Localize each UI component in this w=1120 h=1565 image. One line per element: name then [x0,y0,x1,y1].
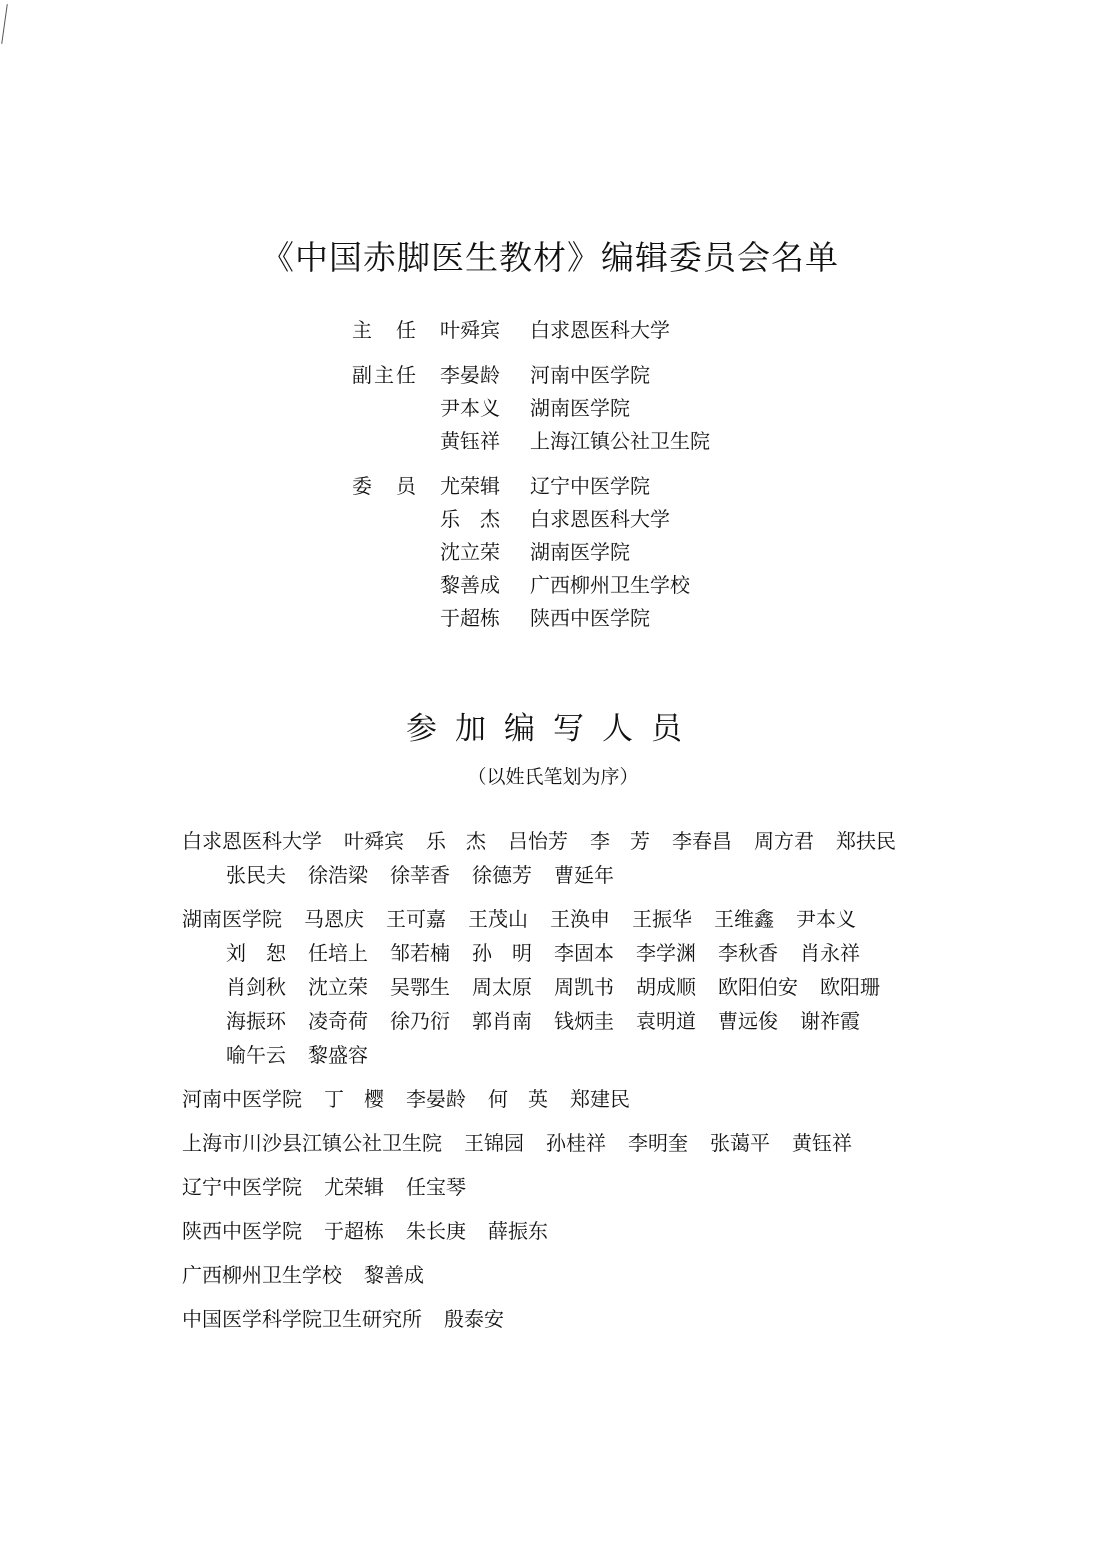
contributor-name: 乐 杰 [426,829,486,853]
contributor-institution: 河南中医学院 [182,1087,302,1111]
contributor-name: 朱长庚 [406,1219,466,1243]
contributor-group [182,1082,982,1116]
contributor-name: 钱炳圭 [554,1009,614,1033]
committee-member-institution: 湖南医学院 [530,396,630,420]
contributor-name: 张民夫 [226,863,286,887]
contributor-name: 王茂山 [468,907,528,931]
contributor-name: 肖剑秋 [226,975,286,999]
contributor-name: 殷泰安 [444,1307,504,1331]
contributor-institution: 白求恩医科大学 [182,829,322,853]
committee-group [352,312,710,345]
contributor-line [182,936,982,970]
contributor-name: 郑扶民 [836,829,896,853]
committee-row [352,357,710,390]
contributor-name: 王振华 [632,907,692,931]
committee-member-institution: 上海江镇公社卫生院 [530,429,710,453]
committee-member-name: 于超栋 [440,606,500,630]
contributor-name: 王可嘉 [386,907,446,931]
contributor-name: 李固本 [554,941,614,965]
contributor-line [182,1214,982,1248]
committee-member-institution: 河南中医学院 [530,363,650,387]
contributor-name: 李明奎 [628,1131,688,1155]
committee-member-name: 叶舜宾 [440,318,500,342]
committee-member-institution: 陕西中医学院 [530,606,650,630]
contributor-name: 肖永祥 [800,941,860,965]
contributor-name: 黎善成 [364,1263,424,1287]
contributor-name: 曹延年 [554,863,614,887]
contributor-line [182,858,982,892]
contributor-name: 凌奇荷 [308,1009,368,1033]
contributor-name: 周方君 [754,829,814,853]
contributor-name: 黄钰祥 [792,1131,852,1155]
contributor-name: 沈立荣 [308,975,368,999]
committee-member-institution: 白求恩医科大学 [530,507,670,531]
contributor-name: 任培上 [308,941,368,965]
contributor-line [182,1258,982,1292]
committee-member-name: 沈立荣 [440,540,500,564]
contributor-name: 薛振东 [488,1219,548,1243]
contributor-name: 张蔼平 [710,1131,770,1155]
contributor-institution: 广西柳州卫生学校 [182,1263,342,1287]
contributor-name: 吴鄂生 [390,975,450,999]
contributor-group [182,1214,982,1248]
page-title: 《中国赤脚医生教材》编辑委员会名单 [261,238,839,277]
contributor-name: 何 英 [488,1087,548,1111]
contributor-line [182,1126,982,1160]
contributor-group [182,824,982,892]
scan-edge-mark [1,4,8,44]
contributor-name: 欧阳珊 [820,975,880,999]
contributor-name: 王维鑫 [714,907,774,931]
contributor-name: 黎盛容 [308,1043,368,1067]
contributor-name: 徐浩梁 [308,863,368,887]
committee-row [352,534,710,567]
contributor-group [182,1126,982,1160]
contributor-line [182,1004,982,1038]
contributor-name: 王涣申 [550,907,610,931]
committee-member-name: 尹本义 [440,396,500,420]
committee-role: 副主任 [352,363,418,387]
contributor-group [182,902,982,1072]
contributor-group [182,1302,982,1336]
contributor-line [182,1038,982,1072]
committee-row [352,567,710,600]
contributor-institution: 中国医学科学院卫生研究所 [182,1307,422,1331]
contributor-name: 周太原 [472,975,532,999]
contributor-name: 喻午云 [226,1043,286,1067]
contributor-line [182,824,982,858]
contributor-name: 郑建民 [570,1087,630,1111]
committee-list [352,312,710,645]
committee-member-name: 黎善成 [440,573,500,597]
contributor-institution: 陕西中医学院 [182,1219,302,1243]
committee-row [352,468,710,501]
committee-member-institution: 辽宁中医学院 [530,474,650,498]
contributor-name: 任宝琴 [406,1175,466,1199]
contributor-line [182,1082,982,1116]
contributor-line [182,970,982,1004]
contributor-name: 周凯书 [554,975,614,999]
contributor-name: 叶舜宾 [344,829,404,853]
committee-role: 委 员 [352,474,418,498]
committee-member-name: 尤荣辑 [440,474,500,498]
contributor-institution: 湖南医学院 [182,907,282,931]
committee-member-institution: 广西柳州卫生学校 [530,573,690,597]
committee-group [352,468,710,633]
contributor-name: 谢祚霞 [800,1009,860,1033]
contributor-name: 尤荣辑 [324,1175,384,1199]
contributor-name: 孙桂祥 [546,1131,606,1155]
contributor-name: 于超栋 [324,1219,384,1243]
contributor-group [182,1170,982,1204]
committee-member-institution: 白求恩医科大学 [530,318,670,342]
contributor-name: 欧阳伯安 [718,975,798,999]
committee-member-institution: 湖南医学院 [530,540,630,564]
contributor-name: 曹远俊 [718,1009,778,1033]
contributor-name: 吕怡芳 [508,829,568,853]
contributor-name: 刘 恕 [226,941,286,965]
contributor-line [182,1302,982,1336]
contributor-name: 马恩庆 [304,907,364,931]
committee-group [352,357,710,456]
contributor-institution: 上海市川沙县江镇公社卫生院 [182,1131,442,1155]
contributor-name: 李学渊 [636,941,696,965]
committee-row [352,600,710,633]
committee-member-name: 黄钰祥 [440,429,500,453]
contributors-list [182,824,982,1346]
contributor-name: 袁明道 [636,1009,696,1033]
contributor-name: 李晏龄 [406,1087,466,1111]
contributor-name: 王锦园 [464,1131,524,1155]
contributor-name: 李春昌 [672,829,732,853]
contributor-line [182,902,982,936]
contributor-group [182,1258,982,1292]
contributor-name: 孙 明 [472,941,532,965]
contributor-name: 徐乃衍 [390,1009,450,1033]
contributor-institution: 辽宁中医学院 [182,1175,302,1199]
contributors-subtitle: （以姓氏笔划为序） [467,766,639,788]
contributor-name: 尹本义 [796,907,856,931]
committee-row [352,423,710,456]
contributor-name: 李 芳 [590,829,650,853]
contributor-name: 胡成顺 [636,975,696,999]
contributor-name: 李秋香 [718,941,778,965]
contributor-name: 丁 樱 [324,1087,384,1111]
committee-row [352,501,710,534]
committee-role: 主 任 [352,318,418,342]
committee-member-name: 李晏龄 [440,363,500,387]
contributor-name: 徐莘香 [390,863,450,887]
contributor-line [182,1170,982,1204]
committee-row [352,390,710,423]
contributor-name: 郭肖南 [472,1009,532,1033]
committee-member-name: 乐 杰 [440,507,500,531]
contributor-name: 徐德芳 [472,863,532,887]
committee-row [352,312,710,345]
contributors-title: 参加编写人员 [406,711,700,747]
contributor-name: 海振环 [226,1009,286,1033]
contributor-name: 邹若楠 [390,941,450,965]
